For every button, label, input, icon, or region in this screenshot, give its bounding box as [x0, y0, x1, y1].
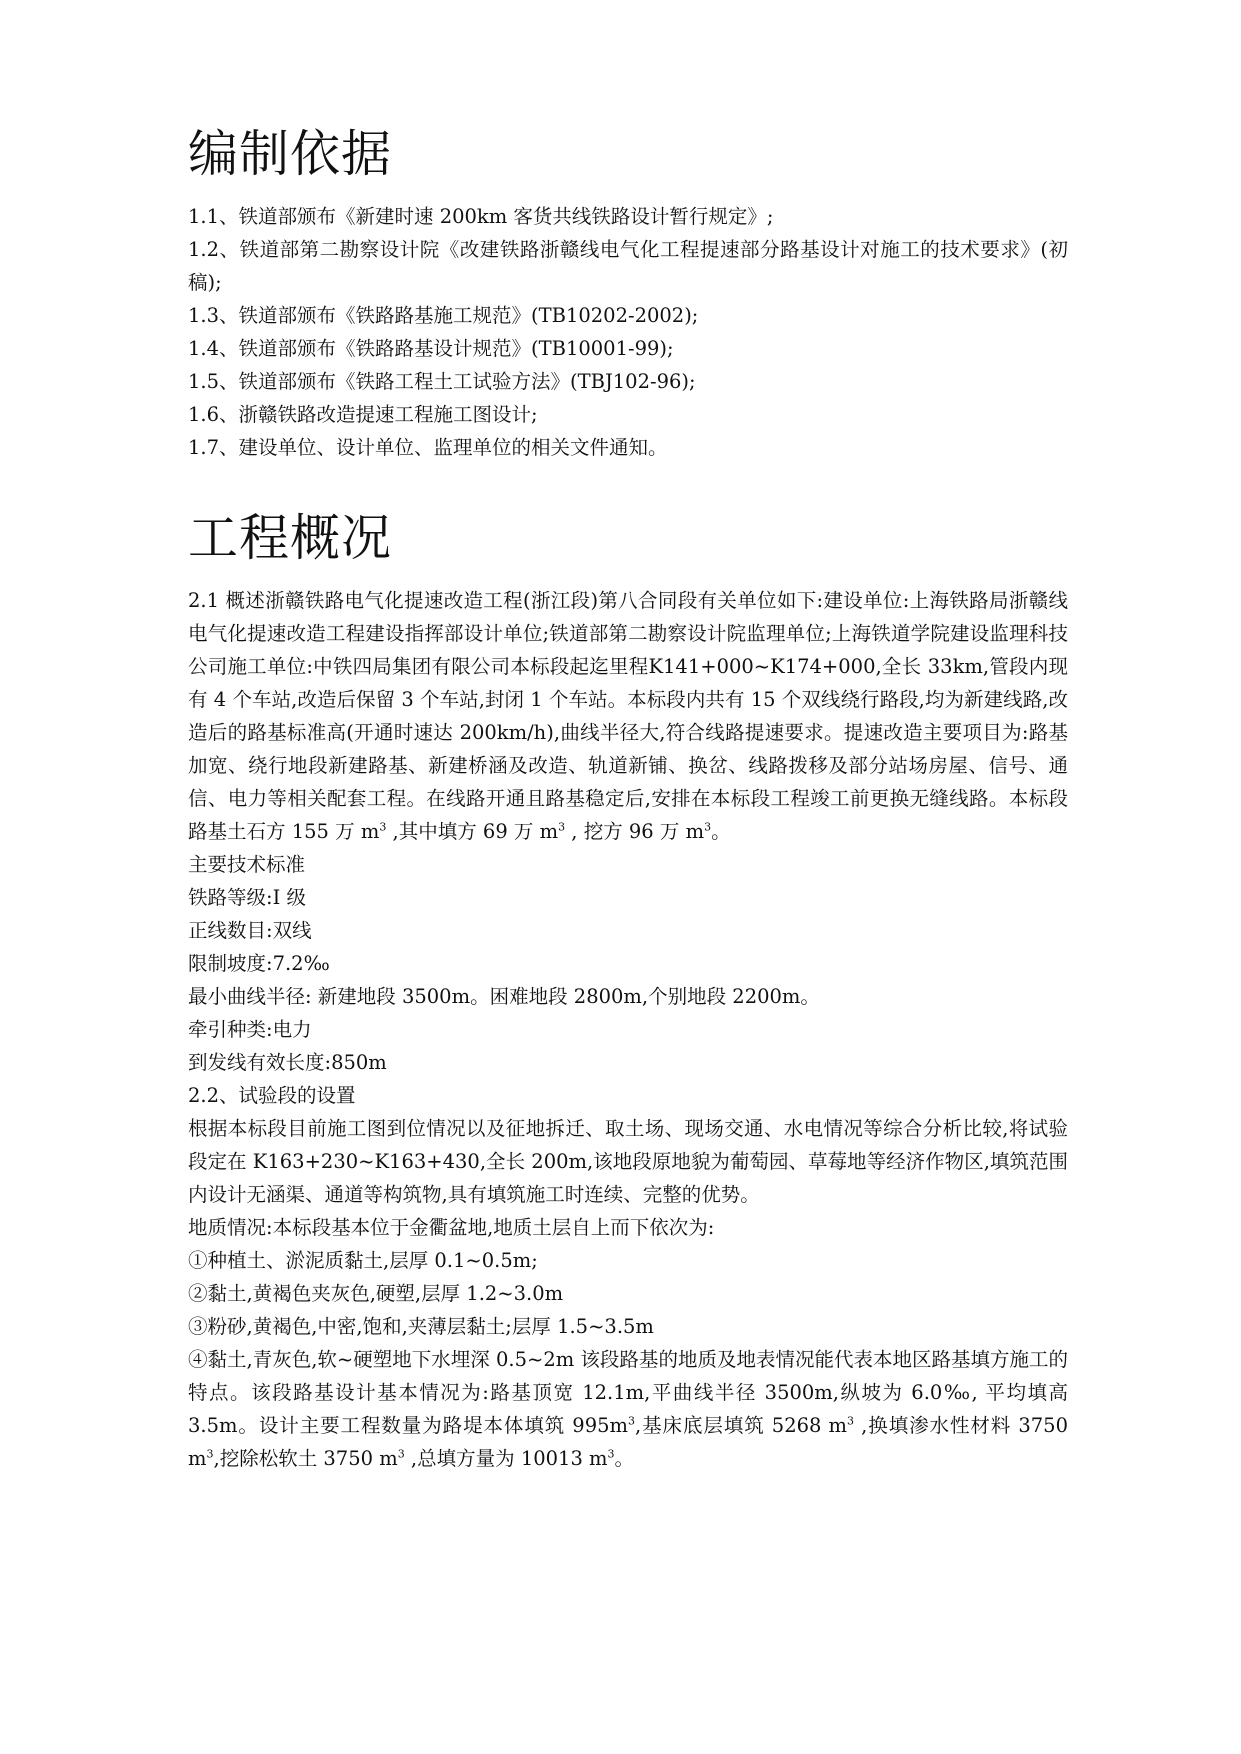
geology-list [188, 1244, 1068, 1343]
trial-section-title: 2.2、试验段的设置 [188, 1084, 356, 1107]
basis-item: 1.7、建设单位、设计单位、监理单位的相关文件通知。 [188, 436, 668, 459]
tech-standard-item: 铁路等级:I 级 [188, 886, 306, 909]
tech-standards-list [188, 881, 1068, 1079]
geology-title: 地质情况:本标段基本位于金衢盆地,地质土层自上而下依次为: [188, 1216, 715, 1239]
basis-item: 1.1、铁道部颁布《新建时速 200km 客货共线铁路设计暂行规定》; [188, 205, 774, 228]
tech-standard-item: 最小曲线半径: 新建地段 3500m。困难地段 2800m,个别地段 2200m。 [188, 985, 820, 1008]
geology-layer: ②黏土,黄褐色夹灰色,硬塑,层厚 1.2~3.0m [188, 1282, 564, 1305]
tech-standard-item: 正线数目:双线 [188, 919, 312, 942]
trial-section-paragraph: 根据本标段目前施工图到位情况以及征地拆迁、取土场、现场交通、水电情况等综合分析比较,将试验段定在 K163+230~K163+430,全长 200m,该地段原地貌为葡萄园、草莓地等经济作物区,填筑范围内设计无涵渠、通道等构筑物,具有填筑施工时连续、完整的优势。 [188, 1117, 1068, 1206]
section-heading-basis: 编制依据 [188, 125, 392, 183]
tech-standards-title: 主要技术标准 [188, 853, 306, 876]
basis-item: 1.3、铁道部颁布《铁路路基施工规范》(TB10202-2002); [188, 304, 699, 327]
geology-final-paragraph: ④黏土,青灰色,软~硬塑地下水埋深 0.5~2m 该段路基的地质及地表情况能代表本地区路基填方施工的特点。该段路基设计基本情况为:路基顶宽 12.1m,平曲线半径 3500m,纵坡为 6.0‰, 平均填高 3.5m。设计主要工程数量为路堤本体填筑 $995m^3$,基床底层填筑 5268 $m^3$ ,换填渗水性材料 3750 $m^3$,挖除松软土 3750 $m^3$ ,总填方量为 10013 $m^3$。 [188, 1348, 1068, 1470]
basis-item: 1.6、浙赣铁路改造提速工程施工图设计; [188, 403, 538, 426]
basis-item: 1.4、铁道部颁布《铁路路基设计规范》(TB10001-99); [188, 337, 674, 360]
section-heading-overview: 工程概况 [188, 509, 392, 567]
basis-list [188, 200, 1068, 464]
basis-item: 1.2、铁道部第二勘察设计院《改建铁路浙赣线电气化工程提速部分路基设计对施工的技术要求》(初稿); [188, 238, 1068, 294]
geology-layer: ①种植土、淤泥质黏土,层厚 0.1~0.5m; [188, 1249, 538, 1272]
tech-standard-item: 牵引种类:电力 [188, 1018, 312, 1041]
overview-paragraph: 2.1 概述浙赣铁路电气化提速改造工程(浙江段)第八合同段有关单位如下:建设单位:上海铁路局浙赣线电气化提速改造工程建设指挥部设计单位;铁道部第二勘察设计院监理单位;上海铁道学院建设监理科技公司施工单位:中铁四局集团有限公司本标段起迄里程K141+000~K174+000,全长 33km,管段内现有 4 个车站,改造后保留 3 个车站,封闭 1 个车站。本标段内共有 15 个双线绕行路段,均为新建线路,改造后的路基标准高(开通时速达 200km/h),曲线半径大,符合线路提速要求。提速改造主要项目为:路基加宽、绕行地段新建路基、新建桥涵及改造、轨道新铺、换岔、线路拨移及部分站场房屋、信号、通信、电力等相关配套工程。在线路开通且路基稳定后,安排在本标段工程竣工前更换无缝线路。本标段路基土石方 155 万 $m^3$ ,其中填方 69 万 $m^3$ , 挖方 96 万 $m^3$。 [188, 589, 1068, 843]
document-body [188, 118, 1068, 1475]
tech-standard-item: 到发线有效长度:850m [188, 1051, 387, 1074]
geology-layer: ③粉砂,黄褐色,中密,饱和,夹薄层黏土;层厚 1.5~3.5m [188, 1315, 654, 1338]
tech-standard-item: 限制坡度:7.2‰ [188, 952, 330, 975]
basis-item: 1.5、铁道部颁布《铁路工程土工试验方法》(TBJ102-96); [188, 370, 696, 393]
